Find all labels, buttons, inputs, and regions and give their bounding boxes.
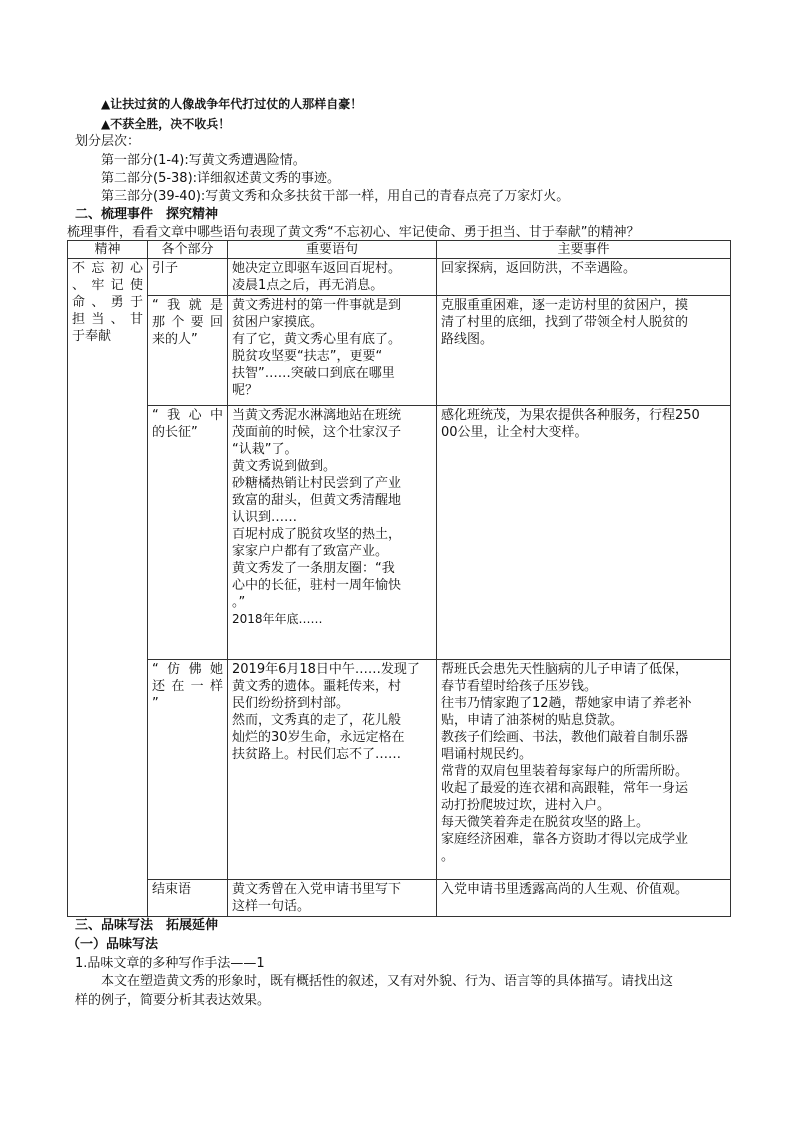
event-cell <box>437 406 731 660</box>
spirit-line: 不忘初心 <box>72 261 143 276</box>
event-cell <box>437 880 731 917</box>
event-line: 入党申请书里透露高尚的人生观、价值观。 <box>441 882 689 897</box>
spirit-line: 命、勇于 <box>72 295 143 310</box>
sentence-line: 黄文秀进村的第一件事就是到 <box>232 298 402 313</box>
item-1-title: 1.品味文章的多种写作手法——1 <box>75 956 265 971</box>
part-line: 的长征” <box>152 425 198 440</box>
sentence-line: 黄文秀发了一条朋友圈：“我 <box>232 561 395 576</box>
sentence-line: 致富的甜头，但黄文秀清醒地 <box>232 493 402 508</box>
table-row <box>68 406 731 660</box>
sentence-line: 黄文秀说到做到。 <box>232 459 337 474</box>
part-cell <box>148 660 228 880</box>
event-cell <box>437 259 731 296</box>
section-3-heading: 三、品味写法 拓展延伸 <box>75 918 219 933</box>
sentence-cell <box>228 259 437 296</box>
event-line: 春节看望时给孩子压岁钱。 <box>441 679 598 694</box>
part-line: ” <box>152 696 159 711</box>
event-line: 感化班统茂，为果农提供各种服务，行程250 <box>441 408 700 423</box>
part-line: 引子 <box>152 261 179 276</box>
header-sentences: 重要语句 <box>228 241 437 259</box>
bullet-line-1: ▲让扶过贫的人像战争年代打过仗的人那样自豪！ <box>101 97 363 111</box>
bullet-line-2: ▲不获全胜，决不收兵！ <box>101 117 231 131</box>
sentence-line: 心中的长征，驻村一周年愉快 <box>232 578 402 593</box>
sentence-line: 当黄文秀泥水淋漓地站在班统 <box>232 408 402 423</box>
sentence-line: 2019年6月18日中午……发现了 <box>232 662 420 677</box>
table-row <box>68 296 731 406</box>
part-cell <box>148 259 228 296</box>
part-cell <box>148 296 228 406</box>
sentence-line: 扶贫路上。村民们忘不了…… <box>232 747 402 762</box>
event-line: 回家探病，返回防洪，不幸遇险。 <box>441 261 637 276</box>
sentence-line: 扶智”……突破口到底在哪里 <box>232 366 395 381</box>
spirit-line: 、牢记使 <box>72 278 143 293</box>
event-line: 唱诵村规民约。 <box>441 747 533 762</box>
task-paragraph-line-2: 样的例子，简要分析其表达效果。 <box>75 993 271 1008</box>
sentence-line: 贫困户家摸底。 <box>232 315 324 330</box>
event-line: 00公里，让全村大变样。 <box>441 425 588 440</box>
task-paragraph-line-1: 本文在塑造黄文秀的形象时，既有概括性的叙述，又有对外貌、行为、语言等的具体描写。请找出这 <box>101 974 674 989</box>
header-spirit: 精神 <box>68 241 148 259</box>
header-events: 主要事件 <box>437 241 731 259</box>
table-header-row <box>68 241 731 259</box>
sentence-line: 有了它，黄文秀心里有底了。 <box>232 332 402 347</box>
event-line: 。 <box>441 849 455 864</box>
event-cell <box>437 660 731 880</box>
sentence-line: 灿烂的30岁生命，永远定格在 <box>232 730 405 745</box>
sentence-line: 砂糖橘热销让村民尝到了产业 <box>232 476 402 491</box>
event-line: 帮班氏会患先天性脑病的儿子申请了低保， <box>441 662 689 677</box>
event-line: 往韦乃情家跑了12趟，帮她家申请了养老补 <box>441 696 692 711</box>
event-cell <box>437 296 731 406</box>
part-cell <box>148 406 228 660</box>
event-line: 清了村里的底细，找到了带领全村人脱贫的 <box>441 315 689 330</box>
section-2-heading: 二、梳理事件 探究精神 <box>75 207 219 222</box>
spirit-line: 担当、甘 <box>72 312 143 327</box>
event-line: 收起了最爱的连衣裙和高跟鞋，常年一身运 <box>441 781 689 796</box>
part-1-line: 第一部分(1-4):写黄文秀遭遇险情。 <box>101 153 306 168</box>
header-part: 各个部分 <box>148 241 228 259</box>
sentence-cell <box>228 296 437 406</box>
table-row <box>68 880 731 917</box>
sentence-line: 她决定立即驱车返回百坭村。 <box>232 261 402 276</box>
part-line: “仿佛她 <box>152 662 223 677</box>
sentence-line: 呢？ <box>232 383 259 398</box>
sentence-line: 认识到…… <box>232 510 298 525</box>
sentence-line: 凌晨1点之后，再无消息。 <box>232 278 384 293</box>
sentence-line: 家家户户都有了致富产业。 <box>232 544 389 559</box>
event-line: 家庭经济困难，靠各方资助才得以完成学业 <box>441 832 689 847</box>
subsection-1-heading: （一）品味写法 <box>67 937 159 952</box>
part-cell <box>148 880 228 917</box>
section-2-question: 梳理事件，看看文章中哪些语句表现了黄文秀“不忘初心、牢记使命、勇于担当、甘于奉献”的精神？ <box>67 225 640 240</box>
sentence-line: “认栽”了。 <box>232 442 298 457</box>
part-line: 结束语 <box>152 882 192 897</box>
sentence-cell <box>228 406 437 660</box>
sentence-line: 2018年年底…… <box>232 612 323 626</box>
divide-label: 划分层次： <box>75 134 141 149</box>
part-line: “我心中 <box>152 408 223 423</box>
event-line: 教孩子们绘画、书法，教他们敲着自制乐器 <box>441 730 689 745</box>
sentence-line: 黄文秀的遗体。噩耗传来，村 <box>232 679 402 694</box>
part-line: 来的人” <box>152 332 198 347</box>
part-line: 那个要回 <box>152 315 223 330</box>
table-row <box>68 259 731 296</box>
sentence-line: 脱贫攻坚要“扶志”，更要“ <box>232 349 383 364</box>
event-line: 动打扮爬坡过坎，进村入户。 <box>441 798 611 813</box>
sentence-cell <box>228 880 437 917</box>
sentence-line: 黄文秀曾在入党申请书里写下 <box>232 882 402 897</box>
spirit-cell <box>68 259 148 917</box>
sentence-line: 茂面前的时候，这个壮家汉子 <box>232 425 402 440</box>
part-line: “我就是 <box>152 298 223 313</box>
part-3-line: 第三部分(39-40):写黄文秀和众多扶贫干部一样，用自己的青春点亮了万家灯火。 <box>101 189 570 204</box>
event-line: 路线图。 <box>441 332 494 347</box>
event-line: 贴，申请了油茶树的贴息贷款。 <box>441 713 624 728</box>
sentence-line: 然而，文秀真的走了，花儿般 <box>232 713 402 728</box>
event-line: 常背的双肩包里装着每家每户的所需所盼。 <box>441 764 689 779</box>
sentence-cell <box>228 660 437 880</box>
events-table <box>67 240 731 917</box>
event-line: 每天微笑着奔走在脱贫攻坚的路上。 <box>441 815 650 830</box>
table-row <box>68 660 731 880</box>
event-line: 克服重重困难，逐一走访村里的贫困户，摸 <box>441 298 689 313</box>
sentence-line: 这样一句话。 <box>232 899 311 914</box>
part-line: 还在一样 <box>152 679 223 694</box>
sentence-line: 民们纷纷挤到村部。 <box>232 696 350 711</box>
sentence-line: 百坭村成了脱贫攻坚的热土， <box>232 527 402 542</box>
part-2-line: 第二部分(5-38):详细叙述黄文秀的事迹。 <box>101 171 341 186</box>
spirit-line: 于奉献 <box>72 329 112 344</box>
sentence-line: 。” <box>232 595 246 610</box>
